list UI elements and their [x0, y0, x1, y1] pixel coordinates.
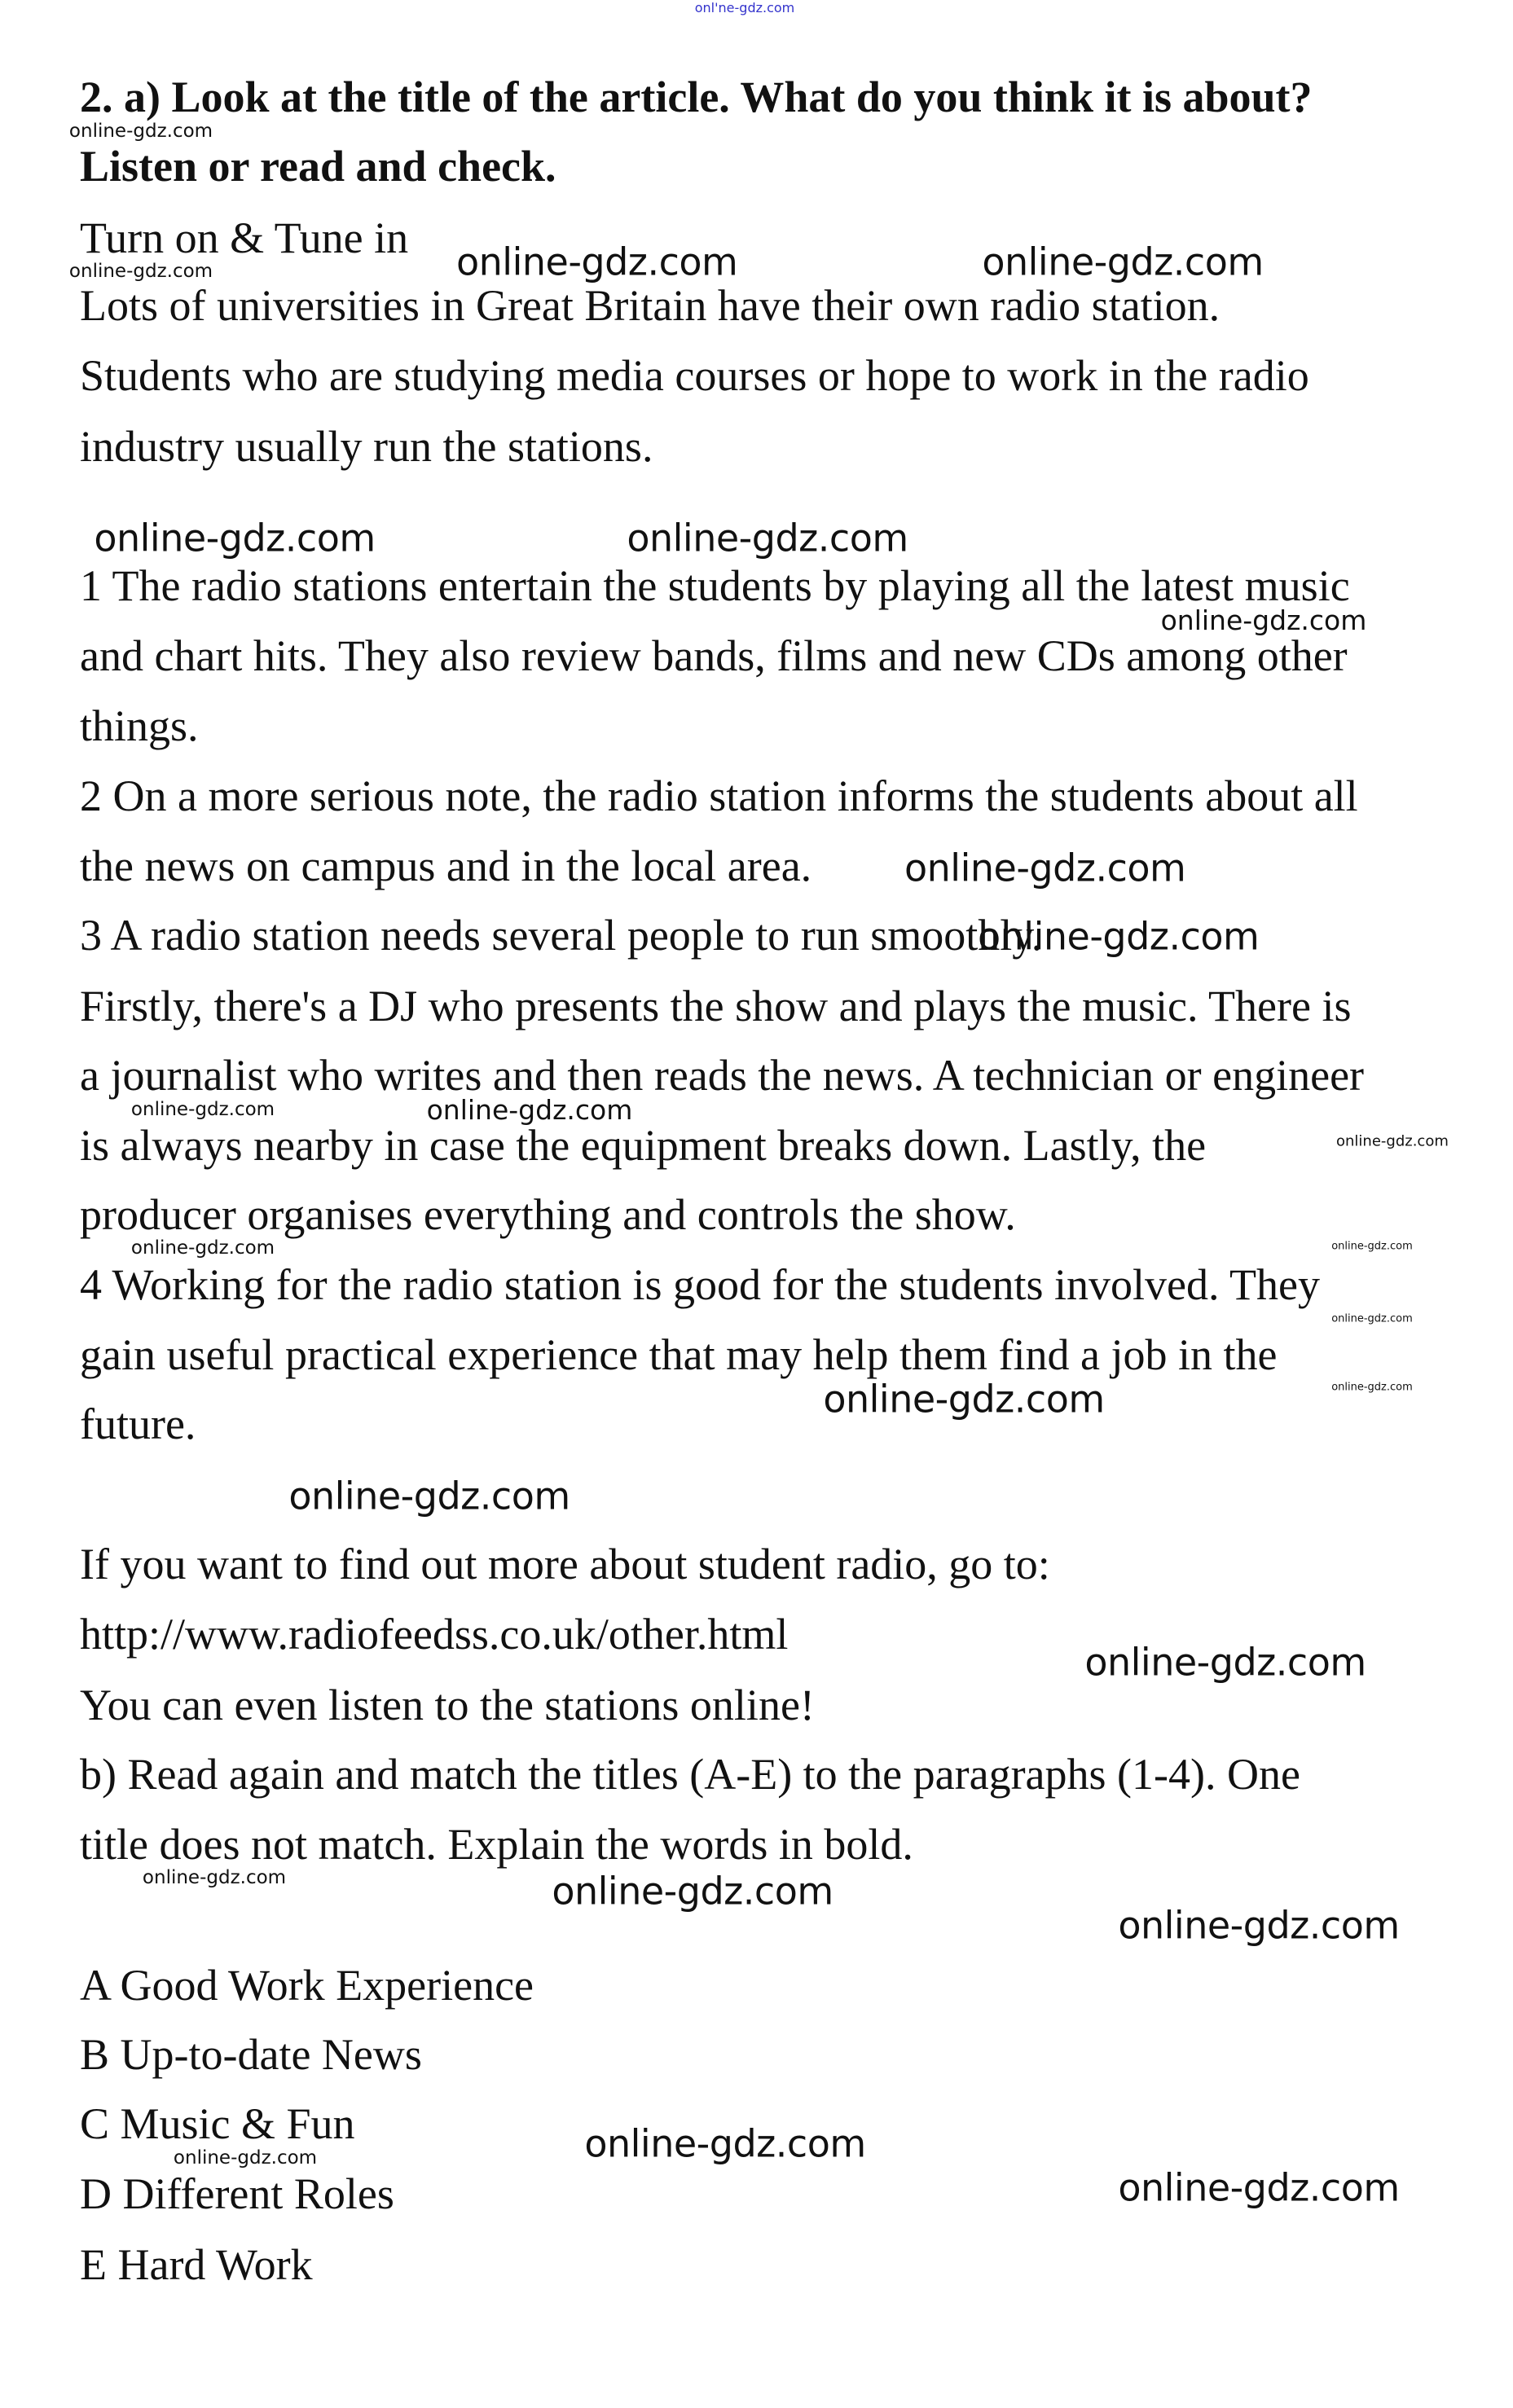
- paragraph-4-line-1: 4 Working for the radio station is good for the students involved. They: [80, 1260, 1320, 1309]
- watermark: online-gdz.com: [173, 2147, 318, 2169]
- watermark-top: onl'ne-gdz.com: [694, 0, 795, 16]
- watermark: online-gdz.com: [1331, 1381, 1413, 1394]
- watermark: online-gdz.com: [823, 1377, 1105, 1422]
- intro-line-1: Lots of universities in Great Britain have their own radio station.: [80, 281, 1221, 330]
- intro-line-3: industry usually run the stations.: [80, 422, 653, 471]
- watermark: online-gdz.com: [94, 516, 376, 560]
- watermark: online-gdz.com: [584, 2121, 866, 2166]
- article-heading: Turn on & Tune in: [80, 213, 409, 262]
- intro-line-2: Students who are studying media courses or hope to work in the radio: [80, 351, 1309, 400]
- paragraph-3-line-4: is always nearby in case the equipment breaks down. Lastly, the: [80, 1121, 1207, 1170]
- watermark: online-gdz.com: [1160, 604, 1367, 636]
- watermark: online-gdz.com: [1118, 1903, 1400, 1948]
- paragraph-4-line-2: gain useful practical experience that may help them find a job in the: [80, 1330, 1278, 1379]
- task-title-line-2: Listen or read and check.: [80, 142, 556, 191]
- paragraph-1-line-1: 1 The radio stations entertain the students by playing all the latest music: [80, 561, 1350, 610]
- watermark: online-gdz.com: [288, 1474, 570, 1518]
- watermark: online-gdz.com: [130, 1099, 275, 1121]
- title-option-a: A Good Work Experience: [80, 1961, 534, 2010]
- paragraph-3-line-3: a journalist who writes and then reads the news. A technician or engineer: [80, 1051, 1365, 1100]
- watermark: online-gdz.com: [1118, 2165, 1400, 2210]
- outro-url: http://www.radiofeedss.co.uk/other.html: [80, 1610, 789, 1659]
- watermark: online-gdz.com: [456, 239, 738, 284]
- watermark: online-gdz.com: [426, 1093, 633, 1126]
- paragraph-3-line-2: Firstly, there's a DJ who presents the show and plays the music. There is: [80, 982, 1352, 1030]
- paragraph-2-line-1: 2 On a more serious note, the radio station informs the students about all: [80, 771, 1358, 820]
- watermark: online-gdz.com: [978, 914, 1260, 959]
- task-title-line-1: 2. a) Look at the title of the article. What do you think it is about?: [80, 73, 1313, 121]
- title-option-e: E Hard Work: [80, 2240, 313, 2289]
- paragraph-3-line-5: producer organises everything and controls the show.: [80, 1190, 1016, 1239]
- paragraph-2-line-2: the news on campus and in the local area.: [80, 841, 812, 890]
- watermark: online-gdz.com: [130, 1237, 275, 1259]
- paragraph-4-line-3: future.: [80, 1400, 196, 1448]
- watermark: online-gdz.com: [1331, 1312, 1413, 1325]
- title-option-c: C Music & Fun: [80, 2099, 355, 2148]
- watermark: online-gdz.com: [1084, 1640, 1366, 1685]
- watermark: online-gdz.com: [68, 121, 213, 143]
- watermark: online-gdz.com: [552, 1869, 833, 1914]
- title-option-b: B Up-to-date News: [80, 2030, 422, 2079]
- paragraph-3-line-1: 3 A radio station needs several people to run smoothly.: [80, 911, 1043, 960]
- outro-line-1: If you want to find out more about student radio, go to:: [80, 1540, 1050, 1588]
- task-b-line-1: b) Read again and match the titles (A-E) to the paragraphs (1-4). One: [80, 1750, 1300, 1799]
- title-option-d: D Different Roles: [80, 2169, 394, 2218]
- watermark: online-gdz.com: [627, 516, 908, 560]
- watermark: online-gdz.com: [1336, 1132, 1449, 1150]
- outro-line-3: You can even listen to the stations online!: [80, 1681, 815, 1729]
- watermark: online-gdz.com: [1331, 1240, 1413, 1253]
- watermark: online-gdz.com: [982, 239, 1264, 284]
- paragraph-1-line-2: and chart hits. They also review bands, films and new CDs among other: [80, 631, 1348, 680]
- paragraph-1-line-3: things.: [80, 701, 199, 750]
- watermark: online-gdz.com: [68, 261, 213, 283]
- watermark: online-gdz.com: [142, 1867, 287, 1889]
- watermark: online-gdz.com: [904, 846, 1186, 890]
- task-b-line-2: title does not match. Explain the words in bold.: [80, 1820, 913, 1869]
